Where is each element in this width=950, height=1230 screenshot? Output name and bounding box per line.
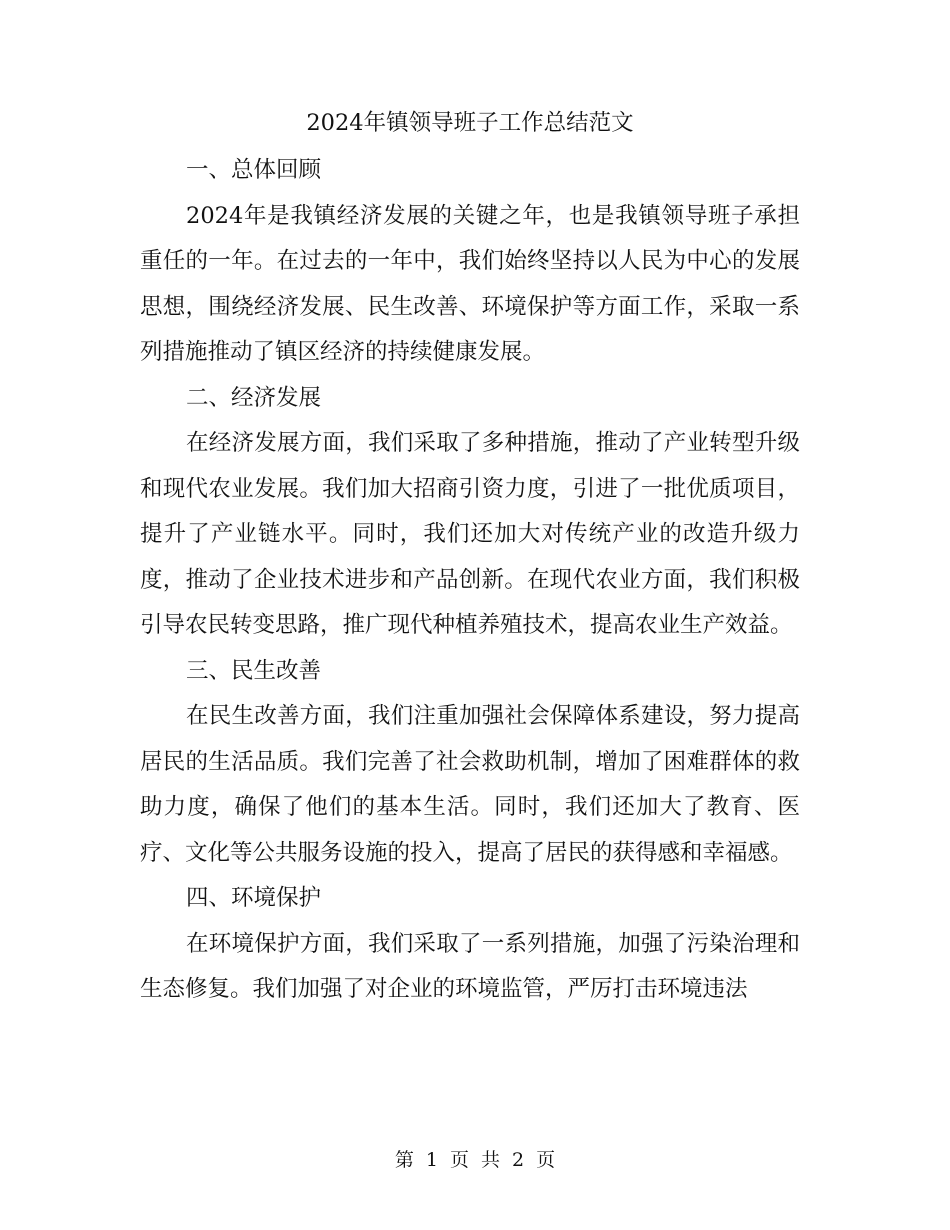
section-heading: 四、环境保护	[186, 885, 322, 911]
section-livelihood	[140, 649, 800, 877]
section-environment	[140, 876, 800, 1013]
section-paragraph: 在环境保护方面，我们采取了一系列措施，加强了污染治理和生态修复。我们加强了对企业的环境监管，严厉打击环境违法	[140, 930, 800, 1002]
section-paragraph: 2024年是我镇经济发展的关键之年，也是我镇领导班子承担重任的一年。在过去的一年中，我们始终坚持以人民为中心的发展思想，围绕经济发展、民生改善、环境保护等方面工作，采取一系列措施推动了镇区经济的持续健康发展。	[140, 202, 800, 365]
section-paragraph: 在民生改善方面，我们注重加强社会保障体系建设，努力提高居民的生活品质。我们完善了社会救助机制，增加了困难群体的救助力度，确保了他们的基本生活。同时，我们还加大了教育、医疗、文化等公共服务设施的投入，提高了居民的获得感和幸福感。	[140, 703, 800, 866]
section-economy	[140, 376, 800, 649]
document-title: 2024年镇领导班子工作总结范文	[306, 110, 634, 136]
section-heading: 三、民生改善	[186, 657, 322, 684]
section-overview	[140, 148, 800, 376]
section-paragraph: 在经济发展方面，我们采取了多种措施，推动了产业转型升级和现代农业发展。我们加大招商引资力度，引进了一批优质项目，提升了产业链水平。同时，我们还加大对传统产业的改造升级力度，推动了企业技术进步和产品创新。在现代农业方面，我们积极引导农民转变思路，推广现代种植养殖技术，提高农业生产效益。	[140, 430, 800, 638]
page-footer: 第 1 页 共 2 页	[394, 1149, 556, 1171]
section-heading: 二、经济发展	[186, 384, 322, 411]
document-body	[140, 104, 800, 1013]
section-heading: 一、总体回顾	[186, 157, 322, 183]
